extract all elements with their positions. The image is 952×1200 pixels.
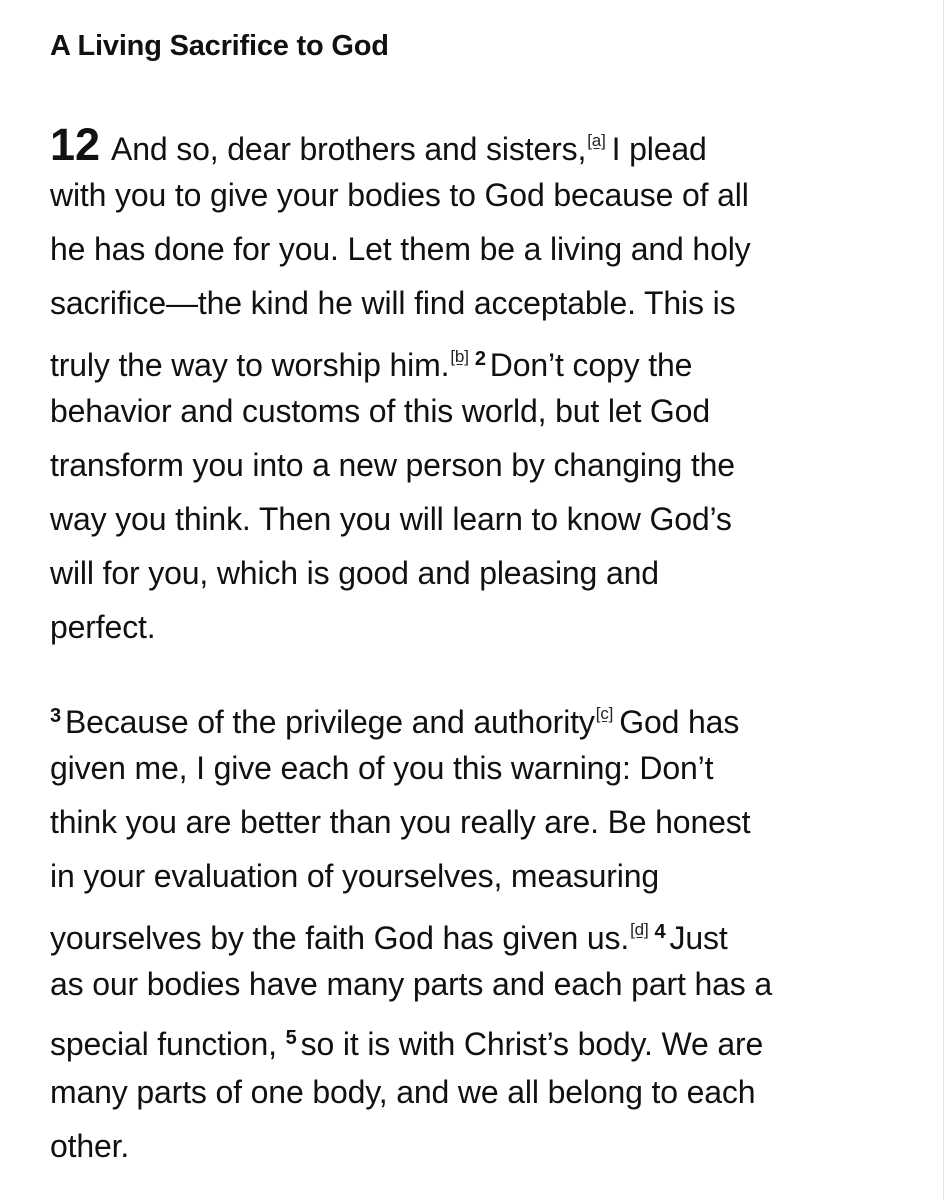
text-line: in your evaluation of yourselves, measuring <box>50 858 659 894</box>
verse-text: so it is with Christ’s body. We are <box>300 1026 764 1062</box>
verse-text: I plead <box>611 131 707 167</box>
verse-text: Because of the privilege and authority <box>64 704 595 740</box>
verse-number: 3 <box>50 705 61 727</box>
text-line: will for you, which is good and pleasing and <box>50 555 659 591</box>
verse-text: Just <box>669 920 728 956</box>
paragraph-2 <box>50 687 772 1173</box>
text-line: many parts of one body, and we all belong to each <box>50 1074 756 1110</box>
footnote-link-b[interactable]: [b] <box>450 347 469 366</box>
footnote-link-d[interactable]: [d] <box>630 920 649 939</box>
page-edge-divider <box>943 0 944 1200</box>
footnote-link-c[interactable]: [c] <box>595 704 614 723</box>
footnote-link-a[interactable]: [a] <box>587 131 606 150</box>
text-line: he has done for you. Let them be a living and holy <box>50 231 751 267</box>
verse-text: Don’t copy the <box>489 347 693 383</box>
verse-text: yourselves by the faith God has given us. <box>50 920 630 956</box>
text-line: as our bodies have many parts and each part has a <box>50 966 772 1002</box>
text-line: with you to give your bodies to God because of all <box>50 177 749 213</box>
text-line: sacrifice—the kind he will find acceptable. This is <box>50 285 736 321</box>
text-line <box>50 114 751 168</box>
verse-text: And so, dear brothers and sisters, <box>111 131 587 167</box>
verse-number: 5 <box>285 1027 297 1049</box>
chapter-number: 12 <box>50 119 101 170</box>
text-line: perfect. <box>50 609 156 645</box>
verse-text: special function, <box>50 1026 277 1062</box>
text-line: way you think. Then you will learn to know God’s <box>50 501 732 537</box>
text-line: behavior and customs of this world, but let God <box>50 393 710 429</box>
text-line: transform you into a new person by changing the <box>50 447 735 483</box>
text-line: think you are better than you really are. Be honest <box>50 804 751 840</box>
section-heading: A Living Sacrifice to God <box>50 30 389 62</box>
text-line <box>50 903 772 957</box>
text-line <box>50 687 772 741</box>
verse-text: God has <box>619 704 740 740</box>
text-line: given me, I give each of you this warning: Don’t <box>50 750 714 786</box>
verse-number: 2 <box>474 348 486 370</box>
text-line <box>50 330 751 384</box>
text-line: other. <box>50 1128 130 1164</box>
text-line <box>50 1011 772 1065</box>
verse-number: 4 <box>654 921 666 943</box>
verse-text: truly the way to worship him. <box>50 347 450 383</box>
paragraph-1 <box>50 114 751 654</box>
